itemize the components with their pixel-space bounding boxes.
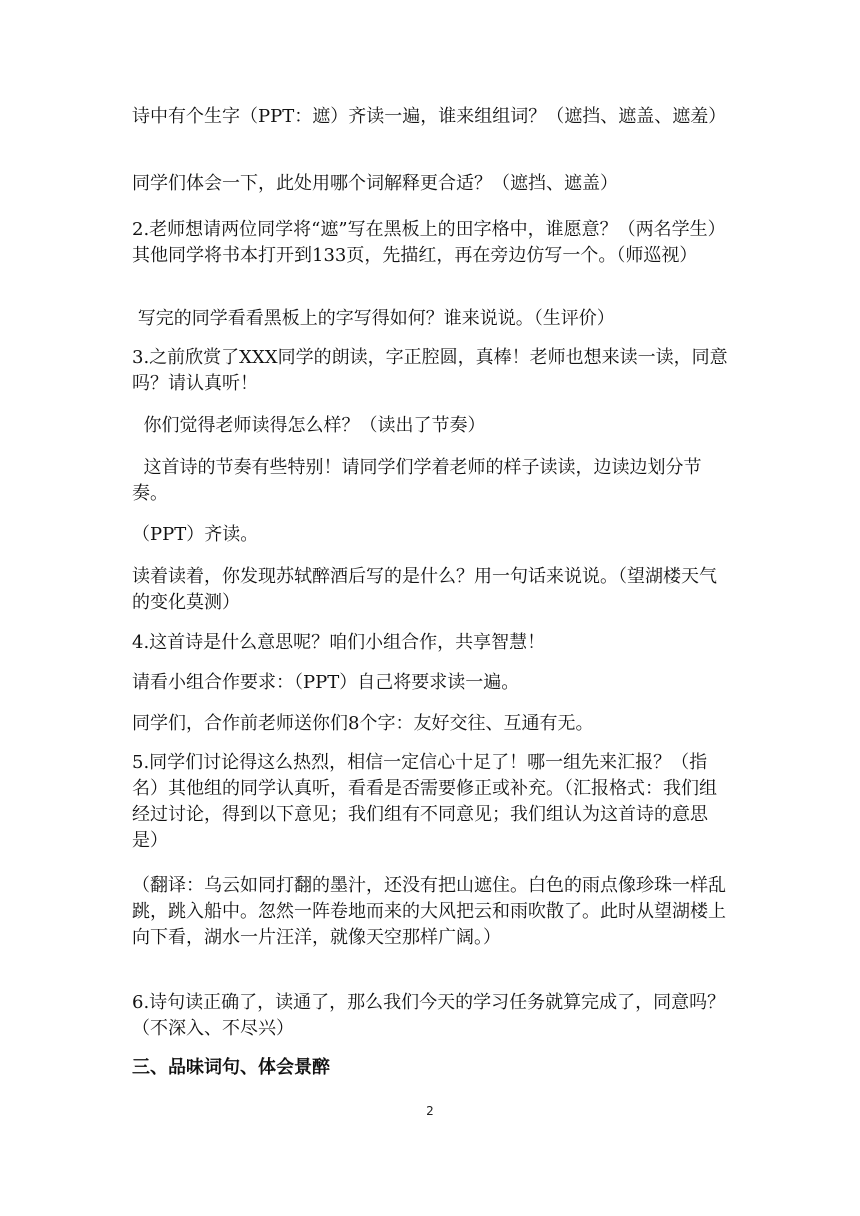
paragraph-8: （PPT）齐读。 [132, 524, 259, 545]
paragraph-3: 2.老师想请两位同学将“遮”写在黑板上的田字格中，谁愿意？（两名学生）其他同学将书本打开到133页，先描红，再在旁边仿写一个。（师巡视） [132, 219, 726, 266]
paragraph-14: （翻译：乌云如同打翻的墨汁，还没有把山遮住。白色的雨点像珍珠一样乱跳，跳入船中。忽然一阵卷地而来的大风把云和雨吹散了。此时从望湖楼上向下看，湖水一片汪洋，就像天空那样广阔。） [132, 875, 726, 948]
page-number: 2 [426, 1104, 434, 1118]
paragraph-12: 同学们，合作前老师送你们8个字：友好交往、互通有无。 [132, 713, 594, 734]
paragraph-11: 请看小组合作要求：（PPT）自己将要求读一遍。 [132, 672, 520, 693]
paragraph-1: 诗中有个生字（PPT：遮）齐读一遍，谁来组组词？（遮挡、遮盖、遮羞） [132, 106, 727, 127]
paragraph-9: 读着读着，你发现苏轼醉酒后写的是什么？用一句话来说说。（望湖楼天气的变化莫测） [132, 566, 717, 613]
paragraph-5: 3.之前欣赏了XXX同学的朗读，字正腔圆，真棒！老师也想来读一读，同意吗？请认真听！ [132, 347, 728, 394]
paragraph-7: 这首诗的节奏有些特别！请同学们学着老师的样子读读，边读边划分节奏。 [132, 457, 702, 504]
paragraph-13: 5.同学们讨论得这么热烈，相信一定信心十足了！哪一组先来汇报？（指名）其他组的同学认真听，看看是否需要修正或补充。（汇报格式：我们组经过讨论，得到以下意见；我们组有不同意见；我们组认为这首诗的意思是） [132, 752, 717, 851]
section-heading: 三、品味词句、体会景醉 [132, 1057, 330, 1078]
paragraph-15: 6.诗句读正确了，读通了，那么我们今天的学习任务就算完成了，同意吗？（不深入、不尽兴） [132, 992, 726, 1039]
paragraph-10: 4.这首诗是什么意思呢？咱们小组合作，共享智慧！ [132, 632, 546, 653]
paragraph-2: 同学们体会一下，此处用哪个词解释更合适？（遮挡、遮盖） [132, 173, 618, 194]
paragraph-6: 你们觉得老师读得怎么样？（读出了节奏） [132, 415, 486, 436]
paragraph-4: 写完的同学看看黑板上的字写得如何？谁来说说。（生评价） [132, 308, 615, 329]
